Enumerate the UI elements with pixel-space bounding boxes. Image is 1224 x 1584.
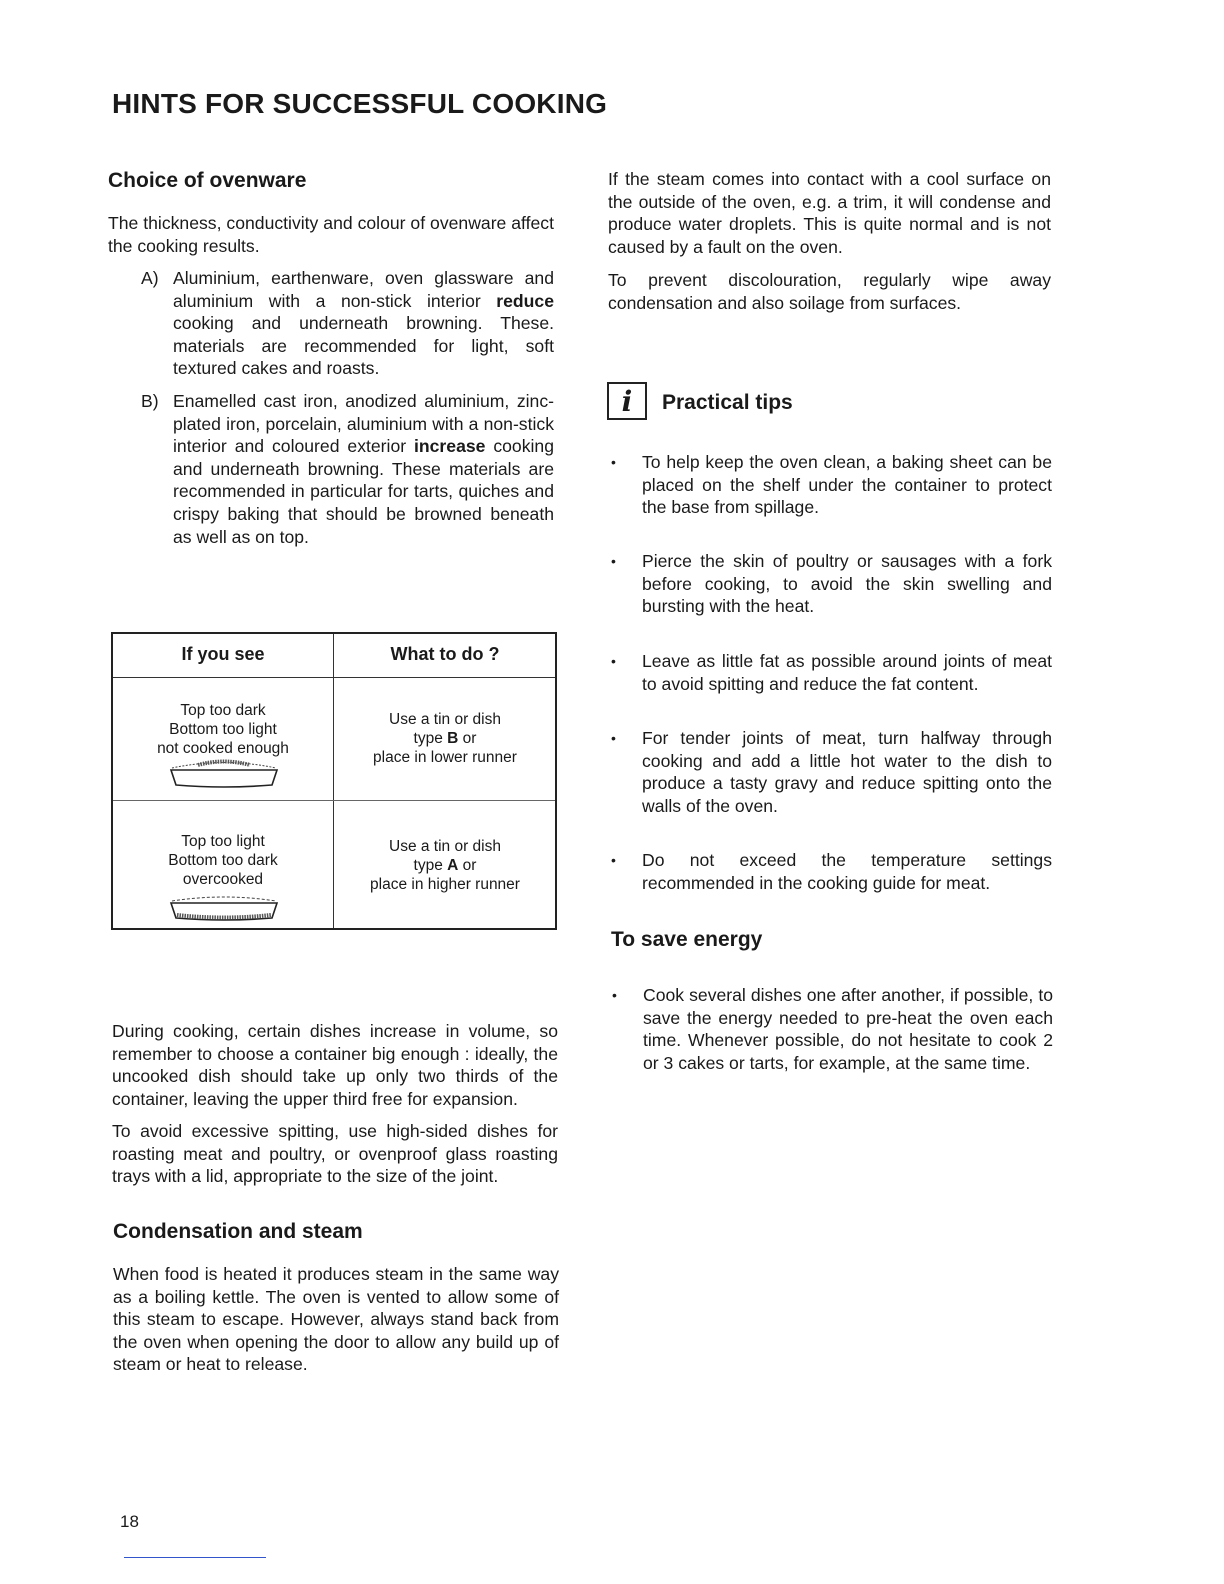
condensation-heading: Condensation and steam [113,1220,363,1243]
item-marker: A) [141,268,159,288]
action-type-suffix: or [458,857,477,874]
action-line: Use a tin or dish [389,838,501,855]
bullet-icon: • [612,987,617,1003]
energy-text: Cook several dishes one after another, if possible, to save the energy needed to pre-heat the oven each time. Whenever possible, do not hesitate to cook 2 or 3 cakes or tarts, for example, at the same time. [643,985,1053,1073]
tip-text: Pierce the skin of poultry or sausages with a fork before cooking, to avoid the skin swelling and bursting with the heat. [642,551,1052,617]
table-row-divider [113,800,555,801]
dish-dark-bottom-icon [168,892,280,924]
practical-tips-heading: Practical tips [662,391,793,414]
item-text: Enamelled cast iron, anodized aluminium, zinc-plated iron, porcelain, aluminium with a non-stick interior and coloured exterior [173,391,554,457]
symptom-line: not cooked enough [157,740,289,757]
table-header-action: What to do ? [390,644,500,664]
symptom-line: Top too dark [180,702,266,719]
bullet-icon: • [611,730,616,746]
symptom-line: overcooked [182,871,264,888]
save-energy-heading: To save energy [611,928,763,951]
tip-item [611,849,1052,894]
tip-text: Do not exceed the temperature settings recommended in the cooking guide for meat. [642,850,1052,893]
table-row-1-symptoms [113,701,333,758]
action-type-suffix: or [458,730,477,747]
tip-text: Leave as little fat as possible around joints of meat to avoid spitting and reduce the fat content. [642,651,1052,694]
ovenware-heading: Choice of ovenware [108,169,307,192]
table-row-2-symptoms [113,832,333,889]
tip-item [611,727,1052,817]
symptom-line: Top too light [181,833,265,850]
page-number: 18 [120,1512,139,1531]
action-type-prefix: type [413,857,448,874]
item-emphasis: increase [414,436,486,457]
symptom-line: Bottom too light [169,721,277,738]
volume-paragraph: During cooking, certain dishes increase in volume, so remember to choose a container big enough : ideally, the uncooked dish should take up only two thirds of the container, leaving the upper third free for expansion. [112,1021,558,1109]
ovenware-item-b [141,390,554,548]
troubleshooting-table [111,632,557,930]
bullet-icon: • [611,653,616,669]
action-line: place in lower runner [373,749,517,766]
bullet-icon: • [611,852,616,868]
action-line: place in higher runner [370,876,520,893]
page-title: HINTS FOR SUCCESSFUL COOKING [112,88,608,119]
tip-item [611,550,1052,618]
steam-paragraph: If the steam comes into contact with a cool surface on the outside of the oven, e.g. a trim, it will condense and produce water droplets. This is quite normal and is not caused by a fault on the oven. [608,169,1051,257]
table-row-1-action [334,710,556,767]
table-header-see: If you see [181,644,265,664]
action-line: Use a tin or dish [389,711,501,728]
energy-item [612,984,1053,1074]
action-type-line [334,856,556,875]
item-marker: B) [141,391,159,411]
item-emphasis: reduce [496,290,554,311]
table-header-divider [113,677,555,678]
tip-text: To help keep the oven clean, a baking sheet can be placed on the shelf under the container to protect the base from spillage. [642,452,1052,518]
dish-type: B [447,730,459,747]
bullet-icon: • [611,454,616,470]
item-text: cooking and underneath browning. These materials are recommended in particular for tarts, quiches and crispy baking that should be browned beneath as well as on top. [173,436,554,547]
spitting-paragraph: To avoid excessive spitting, use high-sided dishes for roasting meat and poultry, or ovenproof glass roasting trays with a lid, appropriate to the size of the joint. [112,1121,558,1187]
dish-type: A [447,857,459,874]
footer-rule [124,1557,266,1558]
info-icon: i [607,382,647,420]
table-row-2-action [334,837,556,894]
discolouration-paragraph: To prevent discolouration, regularly wipe away condensation and also soilage from surfaces. [608,270,1051,313]
symptom-line: Bottom too dark [168,852,278,869]
condensation-paragraph: When food is heated it produces steam in the same way as a boiling kettle. The oven is vented to allow some of this steam to escape. However, always stand back from the oven when opening the door to allow any build up of steam or heat to release. [113,1264,559,1375]
tip-item [611,451,1052,519]
item-text: Aluminium, earthenware, oven glassware and aluminium with a non-stick interior [173,268,554,311]
tip-item [611,650,1052,695]
tip-text: For tender joints of meat, turn halfway through cooking and add a little hot water to the dish to produce a tasty gravy and reduce spitting onto the walls of the oven. [642,728,1052,816]
ovenware-intro: The thickness, conductivity and colour of ovenware affect the cooking results. [108,213,554,256]
dish-dark-top-icon [168,759,280,791]
bullet-icon: • [611,553,616,569]
item-text: cooking and underneath browning. These. materials are recommended for light, soft textured cakes and roasts. [173,313,554,379]
action-type-prefix: type [413,730,448,747]
action-type-line [334,729,556,748]
ovenware-item-a [141,267,554,380]
